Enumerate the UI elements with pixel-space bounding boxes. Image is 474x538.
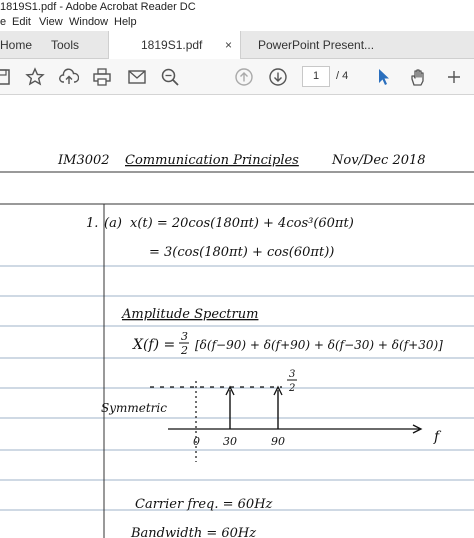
zoom-icon[interactable]: [160, 67, 180, 87]
select-icon[interactable]: [373, 67, 393, 87]
course-title: Communication Principles: [125, 153, 299, 168]
pdf-page[interactable]: [0, 96, 474, 538]
axis-label-f: f: [434, 429, 440, 445]
tick-label-90: 90: [271, 435, 285, 448]
tab-powerpoint[interactable]: PowerPoint Present...: [258, 38, 375, 52]
tab-tools[interactable]: Tools: [51, 38, 80, 52]
tab-bar: [0, 31, 474, 59]
more-tools-icon[interactable]: [444, 67, 464, 87]
page-down-icon[interactable]: [268, 67, 288, 87]
tab-home[interactable]: Home: [0, 38, 33, 52]
close-icon[interactable]: ×: [224, 38, 232, 52]
window-title: 1819S1.pdf - Adobe Acrobat Reader DC: [0, 0, 474, 14]
symmetric-note: Symmetric: [101, 401, 167, 415]
star-icon[interactable]: [25, 67, 45, 87]
mail-icon[interactable]: [127, 67, 147, 87]
fraction-denominator: 2: [181, 344, 188, 357]
fraction-numerator: 3: [181, 330, 188, 343]
menu-item-edit[interactable]: Edit: [12, 16, 31, 28]
menu-item-window[interactable]: Window: [69, 16, 109, 28]
equation-1: x(t) = 20cos(180πt) + 4cos³(60πt): [130, 216, 354, 231]
save-icon[interactable]: [0, 67, 12, 87]
tick-label-0: 0: [193, 435, 200, 448]
amplitude-denominator: 2: [289, 383, 296, 394]
menu-item-view[interactable]: View: [39, 16, 63, 28]
handwritten-page: [0, 96, 474, 538]
page-number-input[interactable]: 1: [302, 66, 330, 87]
menu-bar: [0, 14, 474, 31]
menu-item-file[interactable]: e: [0, 16, 7, 28]
page-total: / 4: [336, 70, 349, 82]
exam-date: Nov/Dec 2018: [332, 153, 426, 168]
spectrum-heading: Amplitude Spectrum: [122, 307, 259, 322]
upload-icon[interactable]: [59, 67, 79, 87]
hand-icon[interactable]: [408, 67, 428, 87]
print-icon[interactable]: [92, 67, 112, 87]
carrier-frequency: Carrier freq. = 60Hz: [135, 497, 273, 512]
equation-2: = 3(cos(180πt) + cos(60πt)): [149, 245, 335, 260]
tick-label-30: 30: [223, 435, 237, 448]
course-code: IM3002: [58, 153, 110, 168]
spectrum-rhs: [δ(f−90) + δ(f+90) + δ(f−30) + δ(f+30)]: [195, 338, 443, 352]
question-number: 1.: [86, 216, 99, 231]
tab-document-label: 1819S1.pdf: [141, 38, 203, 52]
menu-item-help[interactable]: Help: [114, 16, 137, 28]
tab-document[interactable]: [108, 31, 241, 60]
question-part: (a): [104, 216, 122, 231]
spectrum-lhs: X(f) =: [133, 337, 176, 353]
bandwidth: Bandwidth = 60Hz: [131, 526, 257, 538]
amplitude-numerator: 3: [289, 369, 296, 380]
page-up-icon[interactable]: [234, 67, 254, 87]
spectrum-plot: [101, 369, 442, 462]
toolbar: [0, 59, 474, 95]
